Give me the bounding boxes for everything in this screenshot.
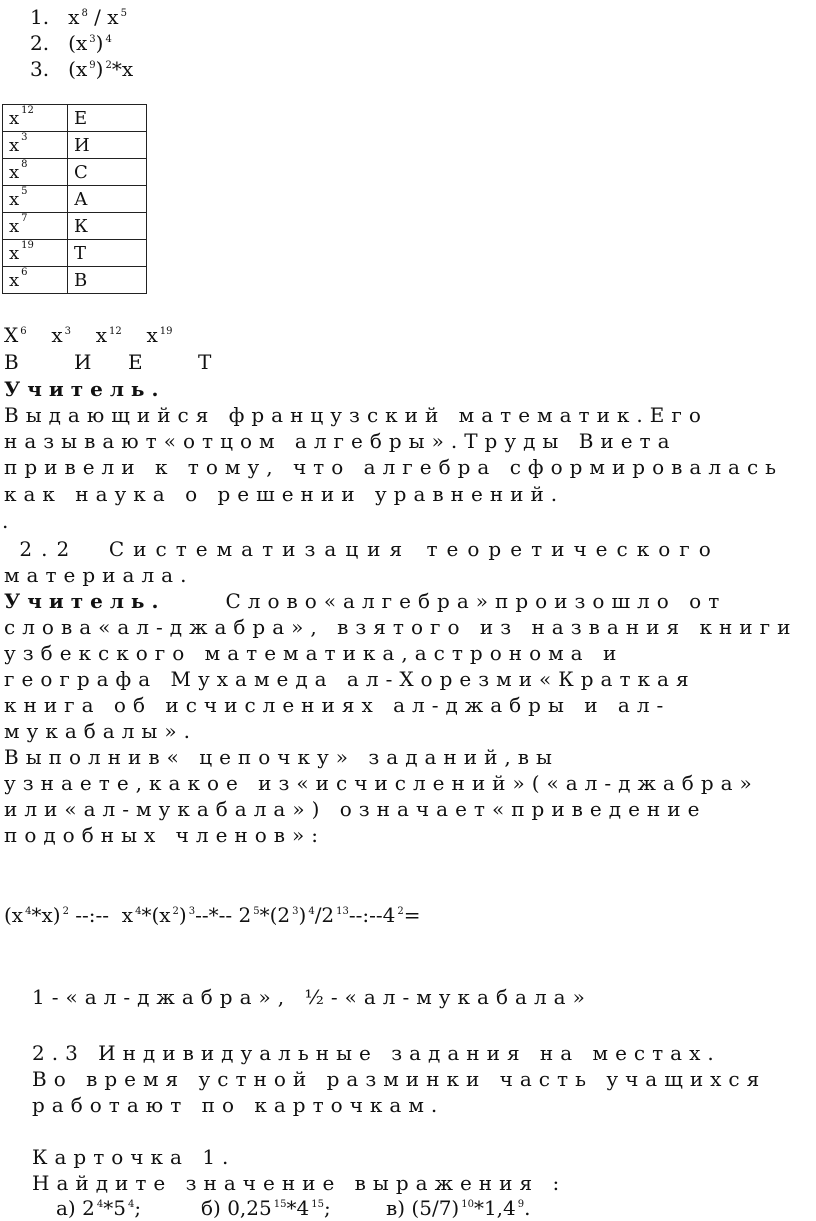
power-cell: x $^8$ (3, 159, 68, 186)
paragraph-line: как наука о решении уравнений. (4, 482, 565, 506)
paragraph-line: географа Мухамеда ал-Хорезми«Краткая (4, 667, 696, 691)
task-2: 2. (x $^3$) $^4$ (30, 31, 112, 55)
paragraph-line: или«ал-мукабала») означает«приведение (4, 797, 707, 821)
section-heading: 2.3 Индивидуальные задания на местах. (32, 1041, 721, 1065)
paragraph-line: называют«отцом алгебры».Труды Виета (4, 429, 677, 453)
power-cell: x $^7$ (3, 213, 68, 240)
answer-powers: X $^6$ x $^3$ x $^{12}$ x $^{19}$ (4, 323, 173, 347)
legend-line: 1-«ал-джабра», ½-«ал-мукабала» (32, 985, 592, 1009)
power-cell: x $^6$ (3, 267, 68, 294)
task-number: 2. (30, 31, 50, 55)
paragraph-line: узбекского математика,астронома и (4, 641, 624, 665)
table-row (3, 240, 147, 267)
table-row (3, 132, 147, 159)
letter-cell: А (68, 186, 147, 213)
paragraph-line: подобных членов»: (4, 823, 326, 847)
paragraph-line: Учитель. Слово«алгебра»произошло от (4, 589, 727, 613)
letter-cell: С (68, 159, 147, 186)
task-3: 3. (x $^9$) $^2$*x (30, 57, 134, 81)
letter-cell: В (68, 267, 147, 294)
table-row (3, 267, 147, 294)
table-row (3, 159, 147, 186)
stray-dot: . (2, 509, 9, 533)
answer-letters: В И Е Т (4, 350, 212, 374)
chain-expression: (x $^4$*x) $^2$ --:-- x $^4$*(x $^2$) $^3$--*-- 2 $^5$*(2 $^3$) $^4$/2 $^{13}$--:--4 $^2$= (4, 903, 421, 927)
power-letter-table (2, 104, 147, 294)
card-instruction: Найдите значение выражения : (32, 1171, 567, 1195)
task-1: 1. x $^8$ / x $^5$ (30, 5, 127, 29)
letter-cell: Е (68, 105, 147, 132)
paragraph-line: Во время устной разминки часть учащихся (32, 1067, 767, 1091)
teacher-label: Учитель. (4, 589, 166, 613)
paragraph-line: работают по карточкам. (32, 1093, 445, 1117)
paragraph-line: узнаете,какое из«исчислений»(«ал-джабра» (4, 771, 759, 795)
paragraph-line: Выполнив« цепочку» заданий,вы (4, 745, 559, 769)
power-cell: x $^3$ (3, 132, 68, 159)
power-cell: x $^5$ (3, 186, 68, 213)
exercise-a: а) 2 $^4$*5 $^4$; (56, 1196, 142, 1220)
letter-cell: Т (68, 240, 147, 267)
letter-cell: К (68, 213, 147, 240)
card-title: Карточка 1. (32, 1145, 236, 1169)
section-heading-cont: материала. (4, 563, 194, 587)
exercise-c: в) (5/7) $^{10}$*1,4 $^9$. (386, 1196, 531, 1220)
teacher-label: Учитель. (4, 377, 166, 401)
table-row (3, 105, 147, 132)
task-number: 3. (30, 57, 50, 81)
exercise-b: б) 0,25 $^{15}$*4 $^{15}$; (201, 1196, 331, 1220)
letter-cell: И (68, 132, 147, 159)
task-number: 1. (30, 5, 50, 29)
section-heading: 2.2 Систематизация теоретического (4, 537, 720, 561)
card-exercises (56, 1195, 531, 1221)
table-row (3, 213, 147, 240)
paragraph-line: слова«ал-джабра», взятого из названия книги (4, 615, 798, 639)
table-row (3, 186, 147, 213)
paragraph-line: мукабалы». (4, 719, 197, 743)
power-cell: x $^{12}$ (3, 105, 68, 132)
paragraph-line: Выдающийся французский математик.Его (4, 403, 708, 427)
paragraph-line: привели к тому, что алгебра сформировалась (4, 455, 784, 479)
paragraph-line: книга об исчислениях ал-джабры и ал- (4, 693, 671, 717)
power-cell: x $^{19}$ (3, 240, 68, 267)
